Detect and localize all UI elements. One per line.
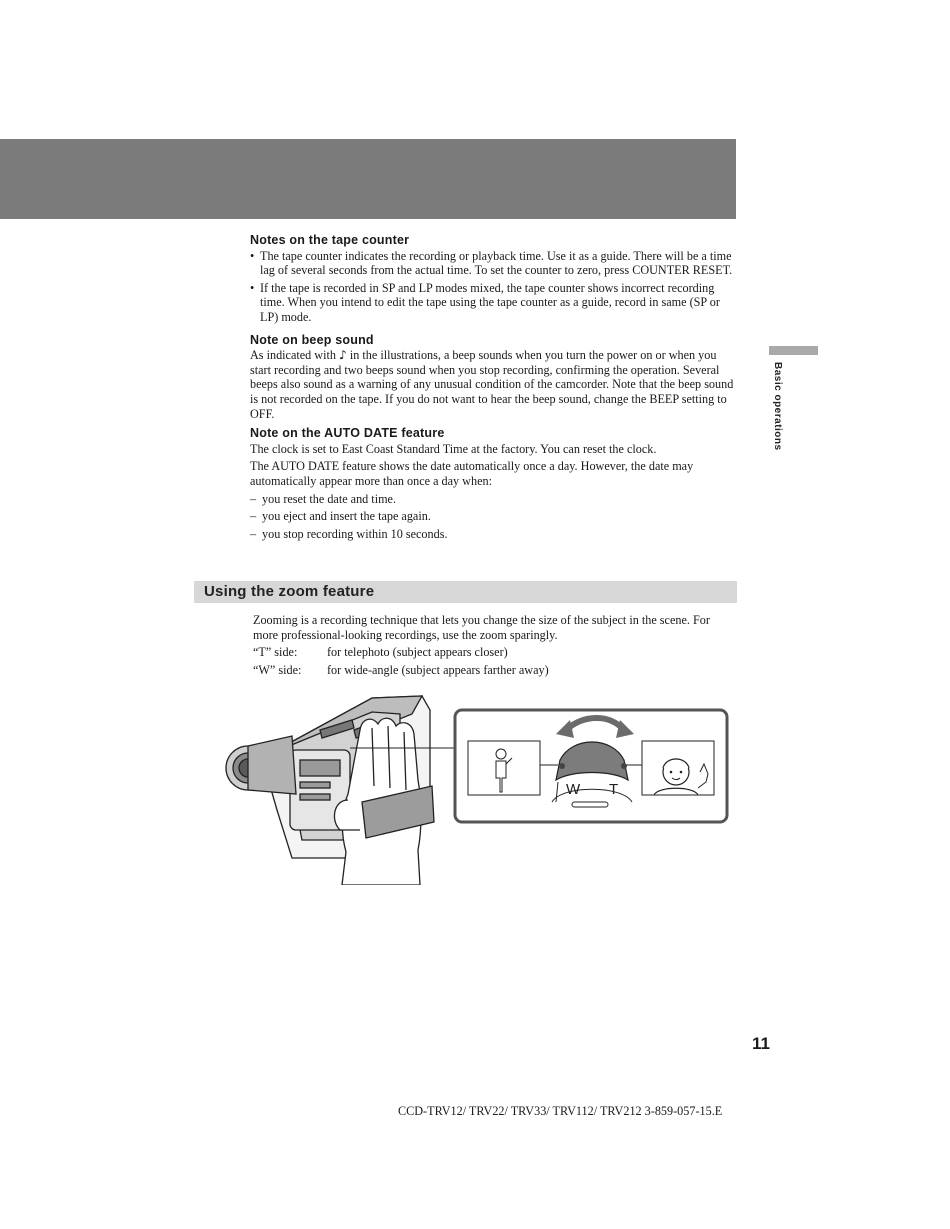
zoom-illustration xyxy=(222,690,732,885)
notes-tape-list xyxy=(250,249,736,325)
header-band xyxy=(0,139,736,219)
zoom-section-title: Using the zoom feature xyxy=(204,583,375,600)
note-beep-body-pre: As indicated with xyxy=(250,348,336,363)
wide-angle-view xyxy=(468,741,540,795)
notes-tape-heading: Notes on the tape counter xyxy=(250,233,410,247)
zoom-intro: Zooming is a recording technique that lets you change the size of the subject in the scene. For more professional-looking recordings, use the zoom sparingly. xyxy=(253,613,710,642)
auto-date-list xyxy=(250,492,736,542)
list-item: – you stop recording within 10 seconds. xyxy=(250,527,736,542)
zoom-def-w xyxy=(253,663,723,678)
note-auto-date-para1: The clock is set to East Coast Standard Time at the factory. You can reset the clock. xyxy=(250,441,657,456)
zoom-def-term: “T” side: xyxy=(253,645,298,660)
telephoto-view xyxy=(642,741,714,795)
music-note-icon: ♪ xyxy=(339,348,347,363)
note-auto-date-para2: The AUTO DATE feature shows the date automatically once a day. However, the date may automatically appear more than once a day when: xyxy=(250,459,694,488)
side-tab-label: Basic operations xyxy=(772,362,783,451)
zoom-def-desc: for telephoto (subject appears closer) xyxy=(327,645,508,660)
zoom-def-t xyxy=(253,645,723,660)
note-beep-heading: Note on beep sound xyxy=(250,332,374,347)
side-tab-bar xyxy=(769,346,818,355)
page-number: 11 xyxy=(752,1034,770,1053)
note-beep-body-post: in the illustrations, a beep sounds when you turn the power on or when you start recording and two beeps sound when you stop recording, confirming the operation. Several beeps also sound as a warning of any unusual condition of the camcorder. Note that the beep sound is not recorded on the tape. If you do not want to hear the beep sound, change the BEEP setting to OFF. xyxy=(250,348,734,421)
lever-w-label: W xyxy=(566,781,581,798)
zoom-def-desc: for wide-angle (subject appears farther away) xyxy=(327,662,549,677)
note-beep-body xyxy=(250,348,736,421)
lever-t-label: T xyxy=(609,781,619,798)
notes-content xyxy=(250,233,736,544)
note-auto-date-heading: Note on the AUTO DATE feature xyxy=(250,426,445,441)
list-item: – you eject and insert the tape again. xyxy=(250,509,736,524)
list-item: • If the tape is recorded in SP and LP modes mixed, the tape counter shows incorrect recording time. When you intend to edit the tape using the tape counter as a guide, record in same (SP or LP) mode. xyxy=(250,281,736,325)
list-item: • The tape counter indicates the recording or playback time. Use it as a guide. There will be a time lag of several seconds from the actual time. To set the counter to zero, press COUNTER RESET. xyxy=(250,249,736,278)
zoom-def-term: “W” side: xyxy=(253,662,302,677)
footer-model-code: CCD-TRV12/ TRV22/ TRV33/ TRV112/ TRV212 3-859-057-15.E xyxy=(398,1104,723,1118)
zoom-section-band xyxy=(194,581,737,603)
list-item: – you reset the date and time. xyxy=(250,492,736,507)
zoom-section-body xyxy=(253,613,723,677)
